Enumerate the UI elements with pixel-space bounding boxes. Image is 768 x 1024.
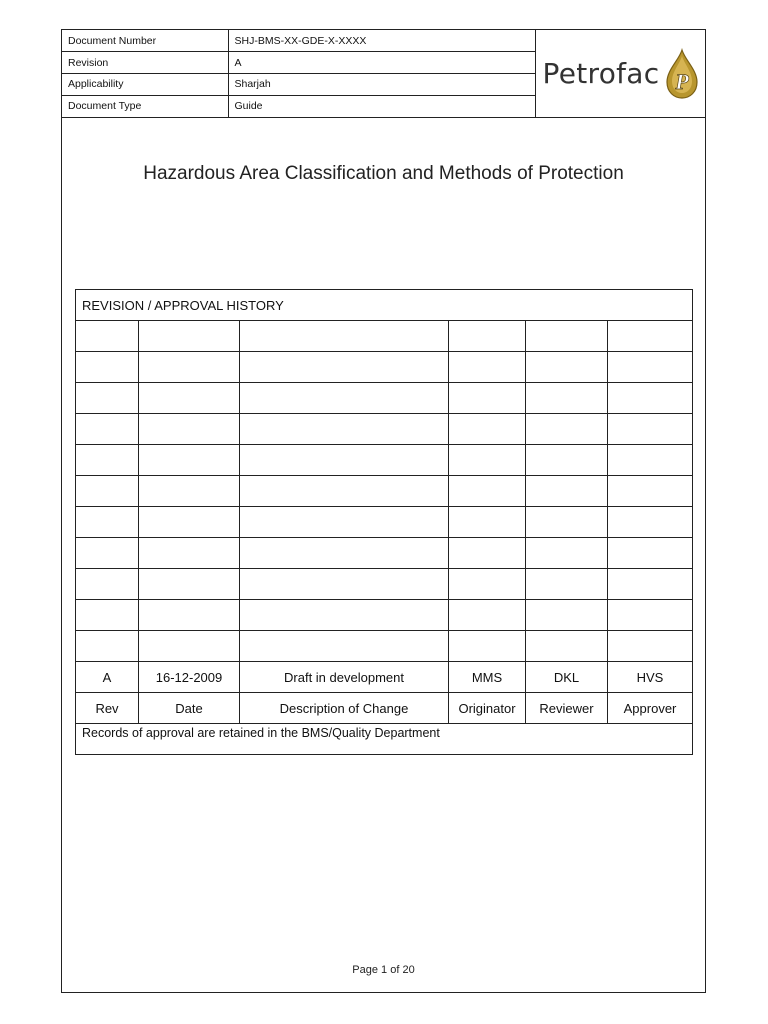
revision-history-heading: REVISION / APPROVAL HISTORY bbox=[76, 290, 693, 321]
column-header-description: Description of Change bbox=[240, 693, 449, 724]
table-row bbox=[76, 600, 693, 631]
meta-value: SHJ-BMS-XX-GDE-X-XXXX bbox=[228, 30, 536, 52]
revision-history-table bbox=[75, 289, 693, 755]
table-row bbox=[76, 445, 693, 476]
logo-wordmark: Petrofac bbox=[542, 57, 660, 90]
document-title: Hazardous Area Classification and Methods of Protection bbox=[143, 163, 624, 184]
table-row bbox=[76, 507, 693, 538]
entry-reviewer: DKL bbox=[526, 662, 608, 693]
document-header bbox=[62, 30, 705, 118]
company-logo bbox=[537, 30, 705, 117]
column-header-originator: Originator bbox=[449, 693, 526, 724]
meta-value: A bbox=[228, 52, 536, 74]
column-header-reviewer: Reviewer bbox=[526, 693, 608, 724]
table-row bbox=[76, 321, 693, 352]
logo-letter: P bbox=[675, 68, 690, 94]
table-row bbox=[76, 352, 693, 383]
table-row bbox=[76, 569, 693, 600]
column-header-rev: Rev bbox=[76, 693, 139, 724]
revision-entry-row bbox=[76, 662, 693, 693]
table-row bbox=[76, 538, 693, 569]
entry-date: 16-12-2009 bbox=[139, 662, 240, 693]
records-note-row bbox=[76, 724, 693, 755]
entry-rev: A bbox=[76, 662, 139, 693]
document-page bbox=[61, 29, 706, 993]
meta-row-document-type bbox=[62, 95, 536, 117]
revision-history-heading-row bbox=[76, 290, 693, 321]
table-row bbox=[76, 383, 693, 414]
page-number: Page 1 of 20 bbox=[352, 964, 415, 976]
meta-row-applicability bbox=[62, 74, 536, 96]
entry-originator: MMS bbox=[449, 662, 526, 693]
table-row bbox=[76, 631, 693, 662]
oil-drop-logo-icon bbox=[665, 48, 699, 100]
meta-label: Document Number bbox=[62, 30, 228, 52]
document-meta-table bbox=[62, 30, 536, 117]
column-header-date: Date bbox=[139, 693, 240, 724]
records-note: Records of approval are retained in the BMS/Quality Department bbox=[76, 724, 693, 755]
entry-description: Draft in development bbox=[240, 662, 449, 693]
meta-row-revision bbox=[62, 52, 536, 74]
meta-label: Applicability bbox=[62, 74, 228, 96]
meta-value: Sharjah bbox=[228, 74, 536, 96]
table-row bbox=[76, 414, 693, 445]
table-row bbox=[76, 476, 693, 507]
column-header-row bbox=[76, 693, 693, 724]
meta-label: Revision bbox=[62, 52, 228, 74]
meta-value: Guide bbox=[228, 95, 536, 117]
meta-label: Document Type bbox=[62, 95, 228, 117]
entry-approver: HVS bbox=[608, 662, 693, 693]
meta-row-document-number bbox=[62, 30, 536, 52]
column-header-approver: Approver bbox=[608, 693, 693, 724]
